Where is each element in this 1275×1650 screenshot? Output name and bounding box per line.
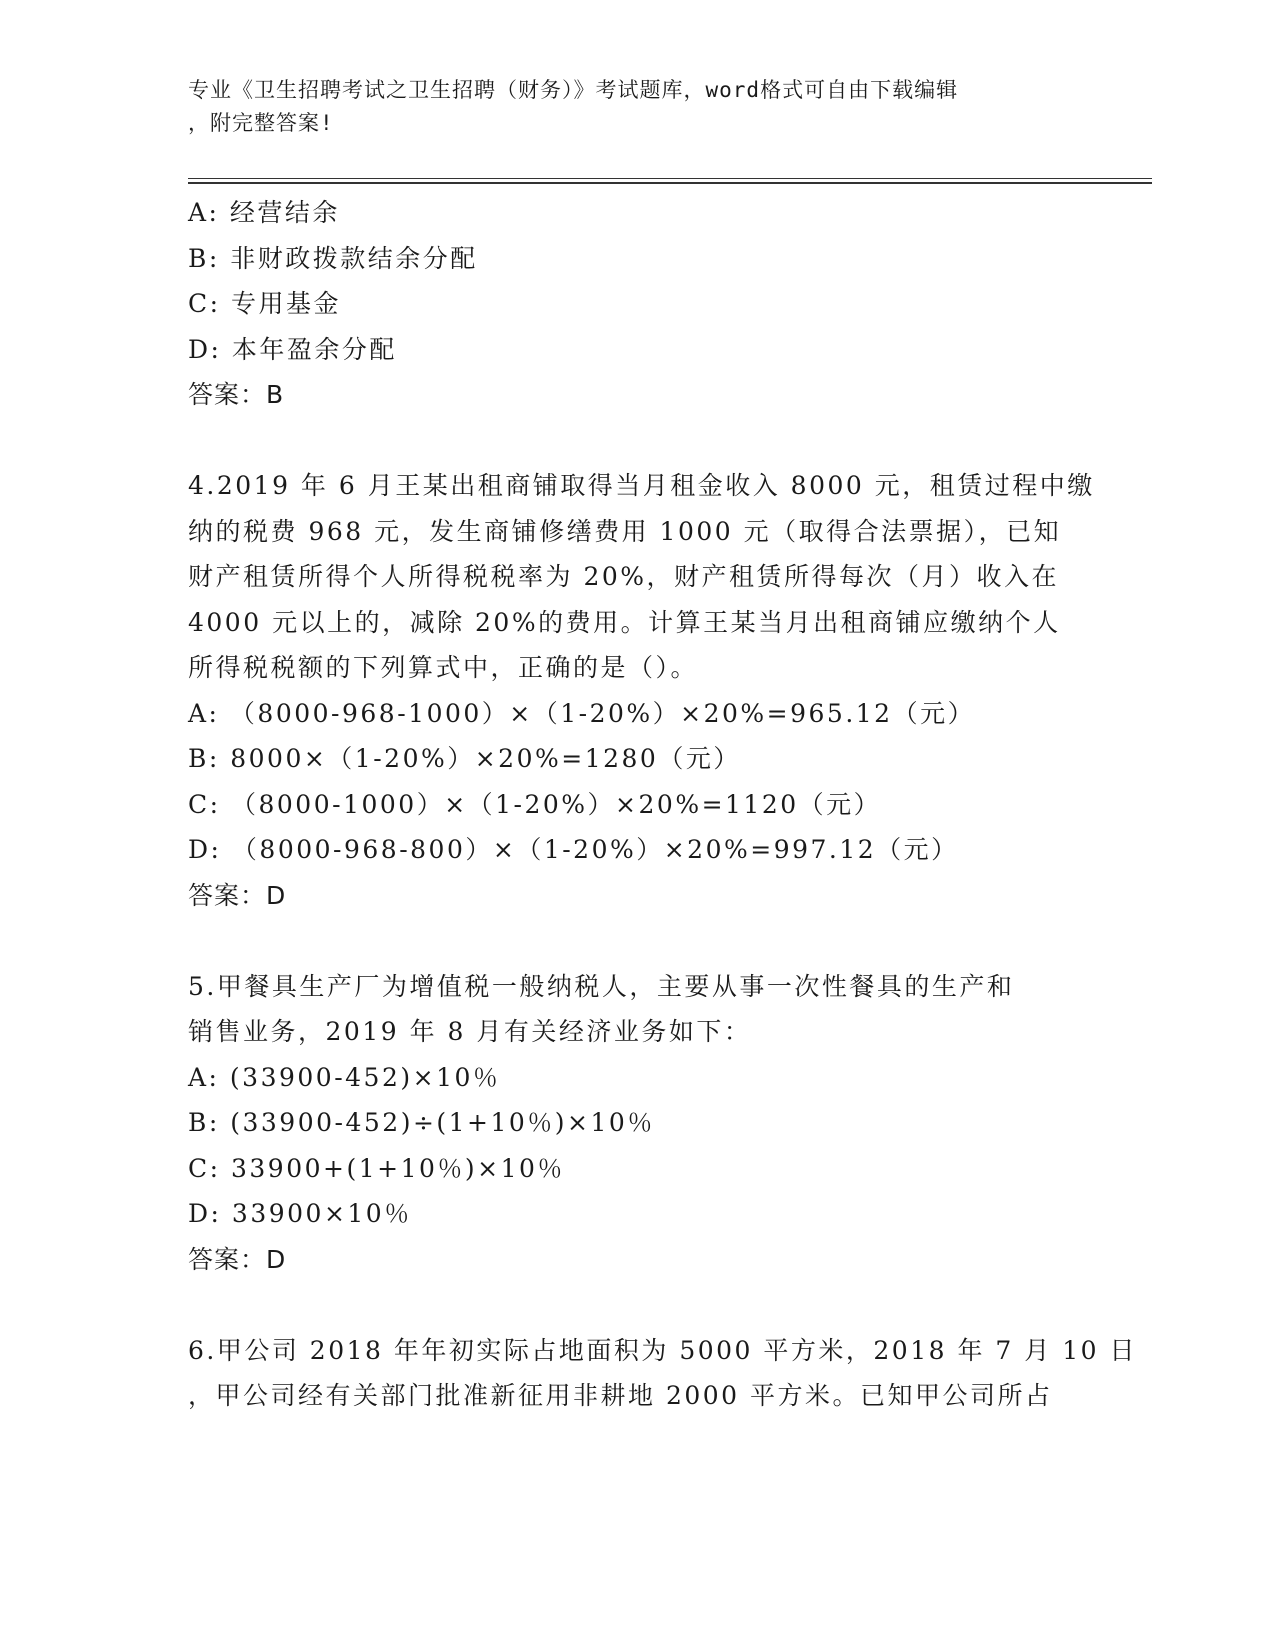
option-b: B: (33900-452)÷(1+10％)×10％ [188,1108,655,1137]
spacer [188,1282,1078,1328]
header-line-1: 专业《卫生招聘考试之卫生招聘（财务）》考试题库，word格式可自由下载编辑 [188,78,959,102]
option-c: C: 33900+(1+10％)×10％ [188,1153,565,1183]
document-body [188,190,1137,1419]
document-header [188,74,1088,140]
option-c: C: 专用基金 [188,289,341,318]
option-b: B: 非财政拨款结余分配 [188,243,478,273]
question-text-line: 销售业务，2019 年 8 月有关经济业务如下： [188,1017,752,1046]
answer-line: 答案：D [188,880,287,910]
question-4 [188,463,1095,918]
option-c: C: （8000-1000）×（1-20%）×20%=1120（元） [188,789,882,819]
question-6 [188,1328,1137,1419]
question-text-line: 4.2019 年 6 月王某出租商铺取得当月租金收入 8000 元，租赁过程中缴 [188,471,1095,500]
header-divider-thin [188,178,1152,179]
option-a: A: 经营结余 [188,198,340,227]
question-text-line: ，甲公司经有关部门批准新征用非耕地 2000 平方米。已知甲公司所占 [188,1381,1053,1410]
option-d: D: 33900×10％ [188,1199,412,1228]
question-text-line: 5.甲餐具生产厂为增值税一般纳税人，主要从事一次性餐具的生产和 [188,971,1015,1001]
answer-line: 答案：D [188,1244,287,1274]
question-text-line: 4000 元以上的，减除 20%的费用。计算王某当月出租商铺应缴纳个人 [188,607,1061,637]
question-3 [188,190,1078,418]
option-d: D: （8000-968-800）×（1-20%）×20%=997.12（元） [188,835,959,864]
header-line-2: ，附完整答案! [188,111,334,135]
question-5 [188,964,1078,1283]
question-text-line: 所得税税额的下列算式中，正确的是（）。 [188,653,699,682]
option-d: D: 本年盈余分配 [188,334,397,364]
option-a: A: （8000-968-1000）×（1-20%）×20%=965.12（元） [188,698,976,728]
option-b: B: 8000×（1-20%）×20%=1280（元） [188,744,741,773]
spacer [188,418,1078,464]
question-text-line: 财产租赁所得个人所得税税率为 20%，财产租赁所得每次（月）收入在 [188,562,1060,591]
question-text-line: 纳的税费 968 元，发生商铺修缮费用 1000 元（取得合法票据），已知 [188,516,1062,546]
question-text-line: 6.甲公司 2018 年年初实际占地面积为 5000 平方米，2018 年 7 月 10 日 [188,1335,1137,1365]
answer-line: 答案：B [188,380,285,409]
header-divider-thick [188,182,1152,184]
spacer [188,918,1078,964]
option-a: A: (33900-452)×10％ [188,1062,501,1092]
